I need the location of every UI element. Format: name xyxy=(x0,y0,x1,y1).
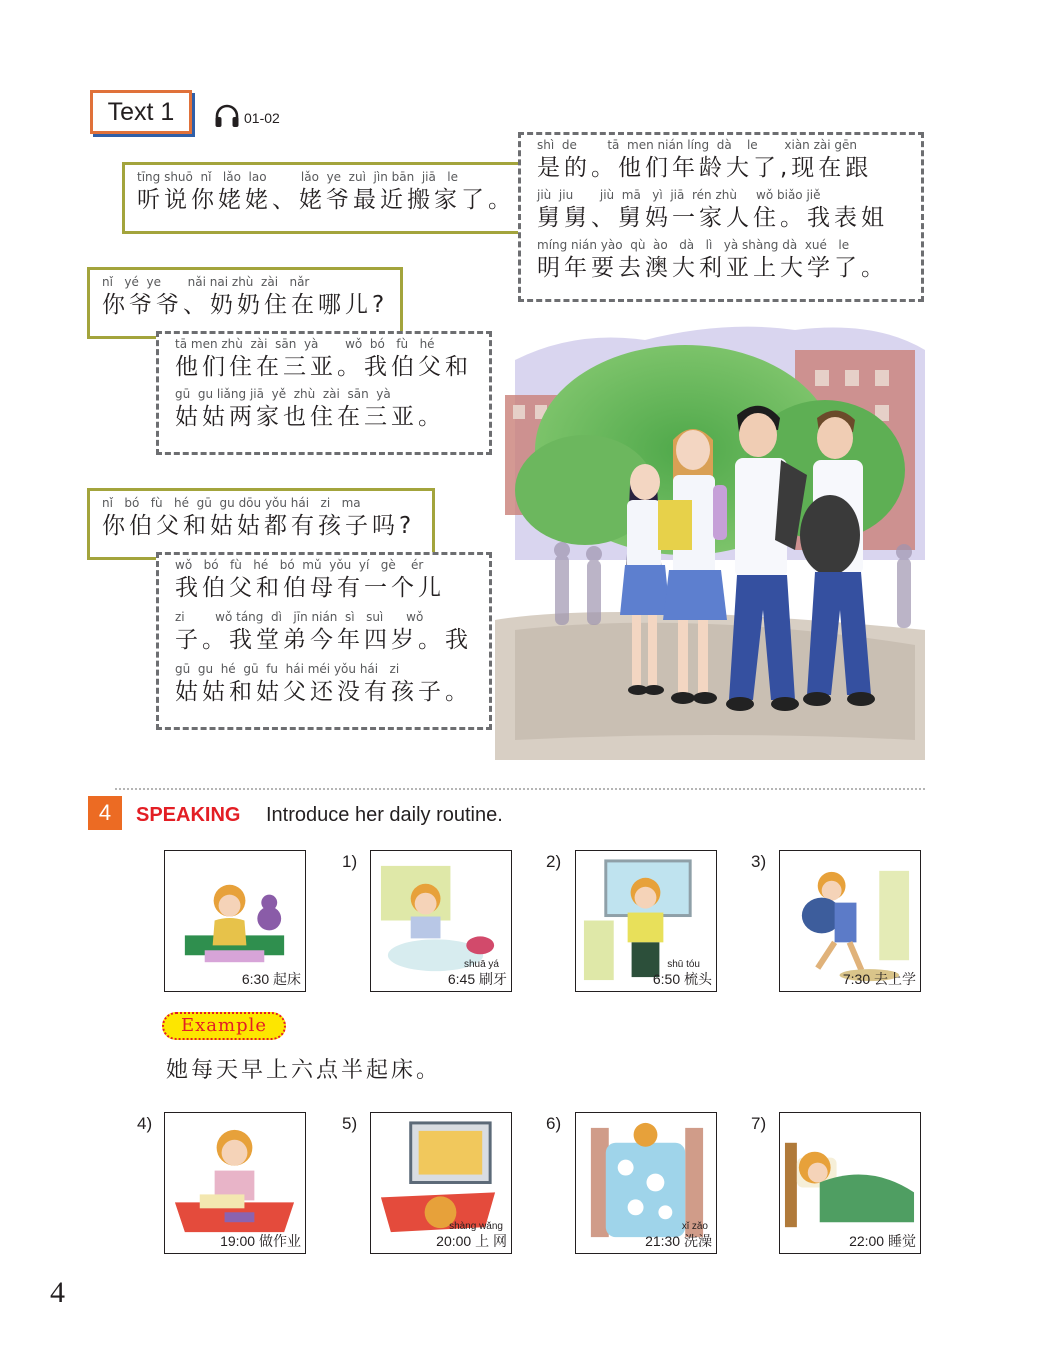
routine-caption: 7:30 去上学 xyxy=(842,971,916,987)
hanzi: 听说你姥姥、姥爷最近搬家了。 xyxy=(137,187,515,213)
section-number: 4 xyxy=(88,796,122,830)
pinyin: nǐ yé ye nǎi nai zhù zài nǎr xyxy=(102,275,310,289)
dialogue-line xyxy=(175,661,475,707)
hanzi: 是的。他们年龄大了,现在跟 xyxy=(537,155,873,181)
example-sentence: 她每天早上六点半起床。 xyxy=(166,1058,442,1083)
dialogue-line xyxy=(175,336,475,382)
dialogue-line xyxy=(537,137,907,183)
dialogue-question-3 xyxy=(87,488,435,560)
pinyin: wǒ bó fù hé bó mǔ yǒu yí gè ér xyxy=(175,558,424,572)
dialogue-line xyxy=(175,609,475,655)
routine-caption: 21:30 洗澡 xyxy=(645,1233,712,1249)
hanzi: 他们住在三亚。我伯父和 xyxy=(175,354,472,380)
routine-picture xyxy=(370,1112,512,1254)
routine-picture xyxy=(575,1112,717,1254)
audio-track-code: 01-02 xyxy=(244,110,280,126)
pinyin: míng nián yào qù ào dà lì yà shàng dà xué le xyxy=(537,238,850,252)
hanzi: 姑姑和姑父还没有孩子。 xyxy=(175,679,472,705)
pinyin: gū gu hé gū fu hái méi yǒu hái zi xyxy=(175,662,400,676)
caption-pinyin: xǐ zǎo xyxy=(681,1221,708,1232)
pinyin: gū gu liǎng jiā yě zhù zài sān yà xyxy=(175,387,391,401)
pinyin: nǐ bó fù hé gū gu dōu yǒu hái zi ma xyxy=(102,496,361,510)
page-number: 4 xyxy=(50,1276,65,1309)
item-number: 1) xyxy=(342,852,358,871)
caption-pinyin: shuā yá xyxy=(463,959,499,970)
example-badge: Example xyxy=(162,1012,286,1040)
dialogue-line xyxy=(537,187,907,233)
routine-caption: 6:45 刷牙 xyxy=(447,971,507,987)
item-number: 3) xyxy=(751,852,767,871)
hanzi: 你伯父和姑姑都有孩子吗? xyxy=(102,513,416,539)
caption-pinyin: shàng wǎng xyxy=(449,1221,503,1232)
dialogue-line xyxy=(537,237,907,283)
section-title: SPEAKING xyxy=(136,804,241,826)
headphones-icon[interactable] xyxy=(214,104,240,128)
pinyin: tā men zhù zài sān yà wǒ bó fù hé xyxy=(175,337,435,351)
caption-pinyin: shū tóu xyxy=(667,959,700,970)
dialogue-line xyxy=(137,169,513,215)
students-illustration xyxy=(495,300,925,760)
item-number: 7) xyxy=(751,1114,767,1133)
routine-caption: 20:00 上 网 xyxy=(436,1233,507,1249)
pinyin: tīng shuō nǐ lǎo lao lǎo ye zuì jìn bān jiā le xyxy=(137,170,459,184)
dialogue-question-1 xyxy=(122,162,526,234)
routine-caption: 22:00 睡觉 xyxy=(849,1233,916,1249)
dialogue-line xyxy=(102,274,390,320)
routine-picture xyxy=(779,850,921,992)
section-divider xyxy=(115,788,925,790)
pinyin: jiù jiu jiù mā yì jiā rén zhù wǒ biǎo jiě xyxy=(537,188,821,202)
routine-picture xyxy=(575,850,717,992)
routine-picture xyxy=(370,850,512,992)
routine-caption: 6:30 起床 xyxy=(241,971,301,987)
item-number: 6) xyxy=(546,1114,562,1133)
dialogue-question-2 xyxy=(87,267,403,339)
pinyin: zi wǒ táng dì jīn nián sì suì wǒ xyxy=(175,610,424,624)
item-number: 5) xyxy=(342,1114,358,1133)
section-instruction: Introduce her daily routine. xyxy=(266,804,503,826)
item-number: 4) xyxy=(137,1114,153,1133)
dialogue-line xyxy=(175,557,475,603)
dialogue-line xyxy=(175,386,475,432)
dialogue-answer-3 xyxy=(156,552,492,730)
hanzi: 姑姑两家也住在三亚。 xyxy=(175,404,445,430)
pinyin: shì de tā men nián líng dà le xiàn zài gēn xyxy=(537,138,858,152)
routine-picture xyxy=(164,850,306,992)
routine-picture xyxy=(779,1112,921,1254)
hanzi: 子。我堂弟今年四岁。我 xyxy=(175,627,472,653)
dialogue-line xyxy=(102,495,422,541)
dialogue-answer-1 xyxy=(518,132,924,302)
routine-caption: 19:00 做作业 xyxy=(220,1233,301,1249)
routine-picture xyxy=(164,1112,306,1254)
item-number: 2) xyxy=(546,852,562,871)
hanzi: 你爷爷、奶奶住在哪儿? xyxy=(102,292,389,318)
dialogue-answer-2 xyxy=(156,331,492,455)
hanzi: 明年要去澳大利亚上大学了。 xyxy=(537,255,888,281)
hanzi: 舅舅、舅妈一家人住。我表姐 xyxy=(537,205,888,231)
text-label: Text 1 xyxy=(90,90,192,134)
hanzi: 我伯父和伯母有一个儿 xyxy=(175,575,445,601)
routine-caption: 6:50 梳头 xyxy=(652,971,712,987)
